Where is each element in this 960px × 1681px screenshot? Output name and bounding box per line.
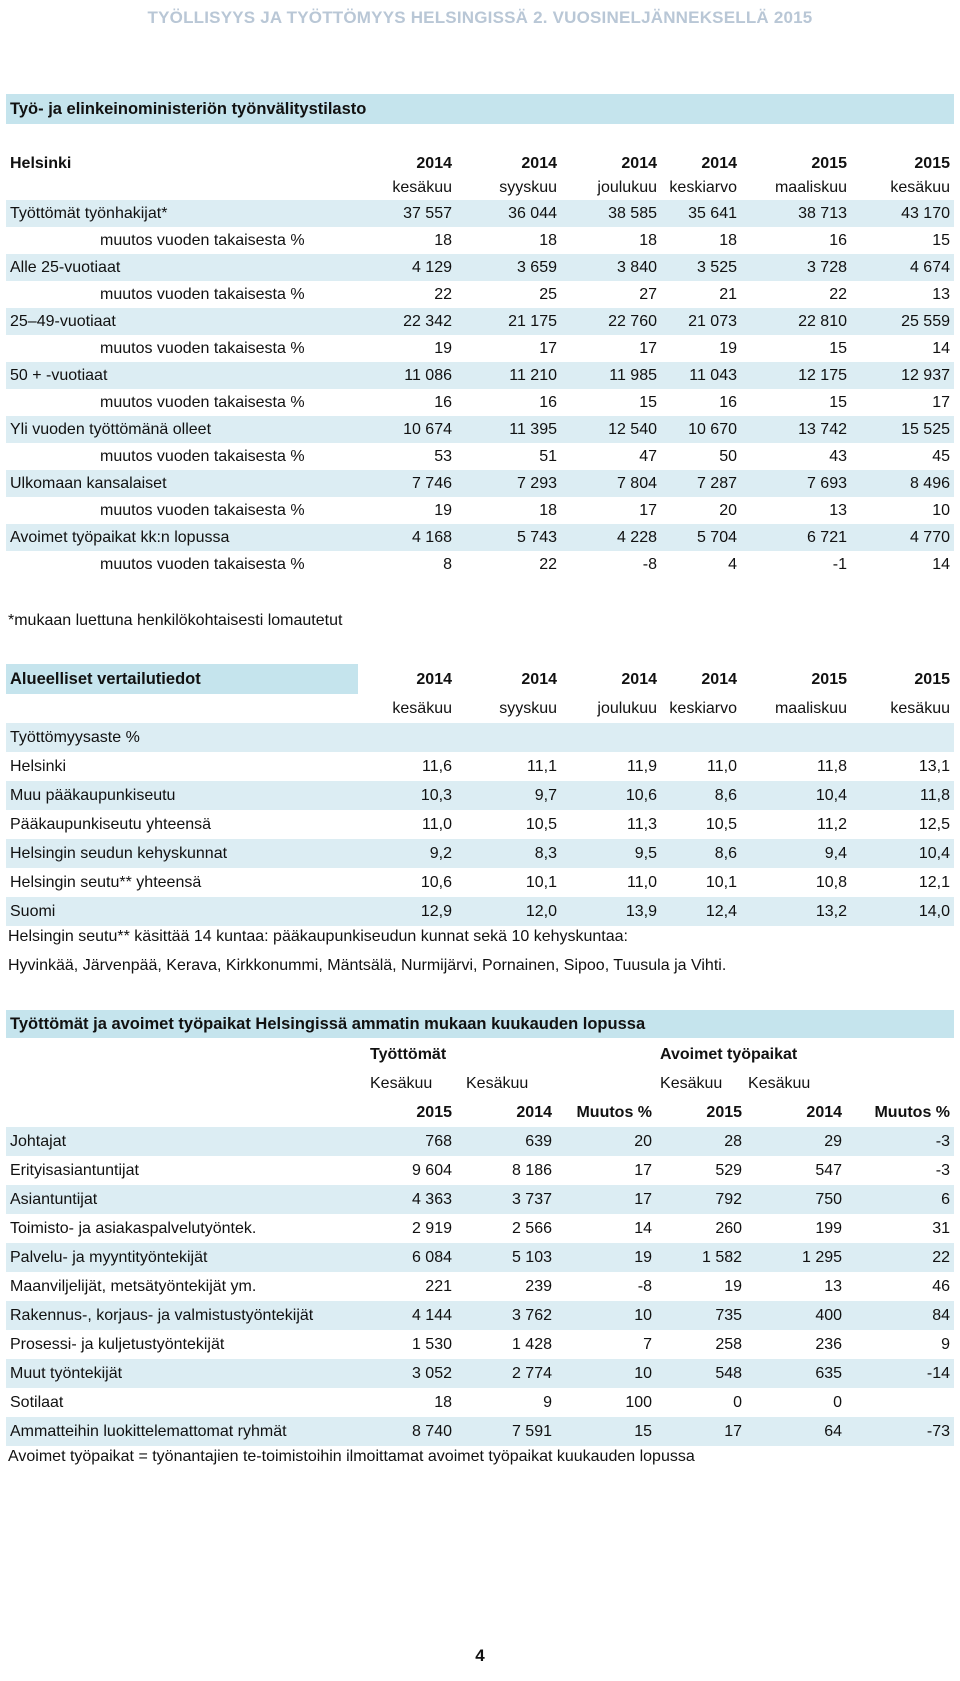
cell-value: 15	[829, 339, 847, 357]
cell-value: 1 295	[746, 1243, 846, 1272]
cell-value: 19	[434, 339, 452, 357]
cell-value: 29	[746, 1127, 846, 1156]
table-row	[6, 810, 954, 839]
year-header: 2014	[701, 671, 737, 688]
cell-value: 6 721	[741, 524, 851, 551]
cell-value: 64	[746, 1417, 846, 1446]
cell-value: 100	[625, 1393, 653, 1411]
table-row	[6, 416, 954, 443]
cell-value: 7	[643, 1335, 653, 1353]
cell-value: 16	[829, 231, 847, 249]
cell-value: 13	[824, 1277, 843, 1295]
cell-value: 6	[846, 1185, 954, 1214]
cell-value: 9	[941, 1335, 951, 1353]
section-1-title: Työ- ja elinkeinoministeriön työnvälitystilasto	[6, 94, 954, 124]
table-row	[6, 897, 954, 926]
row-label: Maanviljelijät, metsätyöntekijät ym.	[10, 1277, 257, 1295]
cell-value: 11 985	[561, 362, 661, 389]
cell-value: 21	[719, 285, 737, 303]
row-label: muutos vuoden takaisesta %	[100, 501, 305, 519]
cell-value: 12 937	[851, 362, 954, 389]
table-row	[6, 1359, 954, 1388]
cell-value: 0	[833, 1393, 843, 1411]
cell-value: 10,4	[851, 839, 954, 868]
cell-value: 13 742	[741, 416, 851, 443]
row-label: Rakennus-, korjaus- ja valmistustyöntekijät	[6, 1301, 356, 1330]
cell-value: 3 762	[456, 1301, 556, 1330]
table-row	[6, 551, 954, 578]
cell-value: 38 585	[561, 200, 661, 227]
year-header: 2014	[416, 155, 452, 172]
cell-value: 2 919	[411, 1219, 452, 1237]
cell-value: 37 557	[356, 200, 456, 227]
vacancies-note: Avoimet työpaikat = työnantajien te-toimistoihin ilmoittamat avoimet työpaikat kuukauden lopussa	[8, 1448, 695, 1465]
cell-value: 17	[634, 1161, 653, 1179]
year-header: 2014	[621, 155, 657, 172]
year-header: 2015	[811, 155, 847, 172]
period-header: keskiarvo	[669, 699, 737, 717]
row-label: Helsingin seudun kehyskunnat	[6, 839, 356, 868]
cell-value: 22	[846, 1243, 954, 1272]
table-row	[6, 308, 954, 335]
row-label: Sotilaat	[10, 1393, 64, 1411]
comparison-table	[6, 666, 954, 926]
cell-value: 22	[829, 285, 847, 303]
cell-value: 19	[434, 501, 452, 519]
cell-value: 11 395	[456, 416, 561, 443]
table-row	[6, 1243, 954, 1272]
cell-value: 8 740	[356, 1417, 456, 1446]
year-header: 2015	[914, 671, 950, 688]
cell-value: 639	[456, 1127, 556, 1156]
year-header: 2014	[621, 671, 657, 688]
cell-value: 11,3	[627, 815, 657, 833]
row-label: muutos vuoden takaisesta %	[100, 339, 305, 357]
row-label: Johtajat	[6, 1127, 356, 1156]
cell-value: 16	[434, 393, 452, 411]
cell-value: 11,0	[422, 815, 452, 833]
period-header: syyskuu	[499, 699, 557, 717]
page-header: TYÖLLISYYS JA TYÖTTÖMYYS HELSINGISSÄ 2. VUOSINELJÄNNEKSELLÄ 2015	[147, 8, 813, 27]
cell-value: 9 604	[411, 1161, 452, 1179]
row-label: Ulkomaan kansalaiset	[6, 470, 356, 497]
cell-value: 4 129	[356, 254, 456, 281]
cell-value: 10	[932, 501, 950, 519]
cell-value: 51	[539, 447, 557, 465]
cell-value: 28	[656, 1127, 746, 1156]
cell-value: 10,5	[525, 815, 557, 833]
cell-value: 36 044	[456, 200, 561, 227]
cell-value: 15	[556, 1417, 656, 1446]
table-row	[6, 1185, 954, 1214]
cell-value: 18	[539, 501, 557, 519]
cell-value: 18	[434, 1393, 452, 1411]
cell-value: 5 743	[456, 524, 561, 551]
cell-value: 10,6	[420, 873, 452, 891]
row-label: 25–49-vuotiaat	[6, 308, 356, 335]
table-row	[6, 752, 954, 781]
cell-value: 221	[425, 1277, 452, 1295]
cell-value: 18	[639, 231, 657, 249]
cell-value: 43 170	[851, 200, 954, 227]
cell-value: 22 342	[356, 308, 456, 335]
cell-value: 13,2	[741, 897, 851, 926]
cell-value: 3 525	[661, 254, 741, 281]
cell-value: 14	[932, 555, 950, 573]
cell-value: 9,4	[741, 839, 851, 868]
year-header: 2015	[914, 155, 950, 172]
period-header: keskiarvo	[669, 179, 737, 196]
cell-value: 8 496	[851, 470, 954, 497]
cell-value: 18	[434, 231, 452, 249]
cell-value: 7 746	[356, 470, 456, 497]
cell-value: 31	[932, 1219, 951, 1237]
table-row	[6, 524, 954, 551]
row-label: Helsinki	[10, 757, 67, 775]
cell-value: 3 728	[741, 254, 851, 281]
cell-value: 18	[719, 231, 737, 249]
footnote: *mukaan luettuna henkilökohtaisesti lomautetut	[8, 612, 343, 629]
table-row	[6, 839, 954, 868]
table-row	[6, 227, 954, 254]
employment-table	[6, 152, 954, 578]
cell-value: 14	[634, 1219, 653, 1237]
row-label: Työttömät työnhakijat*	[6, 200, 356, 227]
cell-value: 9,2	[356, 839, 456, 868]
table-row	[6, 1127, 954, 1156]
cell-value: 11,1	[527, 757, 557, 775]
cell-value: 7 293	[456, 470, 561, 497]
period-header: kesäkuu	[890, 179, 950, 196]
cell-value: 11 210	[456, 362, 561, 389]
row-label: Prosessi- ja kuljetustyöntekijät	[10, 1335, 225, 1353]
year-header: 2014	[521, 155, 557, 172]
cell-value: 19	[719, 339, 737, 357]
cell-value: 0	[733, 1393, 743, 1411]
cell-value: 5 103	[456, 1243, 556, 1272]
cell-value: -8	[637, 1277, 653, 1295]
cell-value: 4 228	[561, 524, 661, 551]
cell-value: 13	[829, 501, 847, 519]
cell-value: 17	[656, 1417, 746, 1446]
cell-value: 3 737	[456, 1185, 556, 1214]
table-row	[6, 1388, 954, 1417]
cell-value: 9,7	[456, 781, 561, 810]
cell-value: 20	[556, 1127, 656, 1156]
cell-value: 4 674	[851, 254, 954, 281]
cell-value: 12,5	[918, 815, 950, 833]
cell-value: 10,1	[525, 873, 557, 891]
cell-value: 3 840	[561, 254, 661, 281]
month-header: Kesäkuu	[748, 1074, 811, 1092]
period-header: joulukuu	[597, 179, 657, 196]
cell-value: 8	[443, 555, 452, 573]
table-row	[6, 254, 954, 281]
year-header: 2015	[706, 1103, 743, 1121]
period-header: joulukuu	[597, 699, 657, 717]
region-note: Helsingin seutu** käsittää 14 kuntaa: pääkaupunkiseudun kunnat sekä 10 kehyskuntaa:	[8, 928, 628, 945]
month-header: Kesäkuu	[370, 1074, 433, 1092]
year-header: 2015	[811, 671, 847, 688]
cell-value: 14,0	[851, 897, 954, 926]
cell-value: 768	[356, 1127, 456, 1156]
unemployed-group-header: Työttömät	[370, 1045, 447, 1063]
cell-value: 11,9	[627, 757, 657, 775]
cell-value: 239	[525, 1277, 552, 1295]
cell-value: 47	[639, 447, 657, 465]
cell-value: 4 144	[356, 1301, 456, 1330]
cell-value: 11,0	[707, 757, 737, 775]
cell-value: 4 168	[356, 524, 456, 551]
cell-value: 15	[932, 231, 950, 249]
period-header: syyskuu	[499, 179, 557, 196]
cell-value: 13,9	[561, 897, 661, 926]
cell-value: 9	[543, 1393, 552, 1411]
cell-value: 547	[815, 1161, 843, 1179]
period-header: kesäkuu	[392, 699, 452, 717]
cell-value: 7 804	[561, 470, 661, 497]
cell-value: 46	[932, 1277, 951, 1295]
row-label: Suomi	[6, 897, 356, 926]
cell-value: 4 770	[851, 524, 954, 551]
cell-value: 4	[728, 555, 737, 573]
cell-value: 260	[715, 1219, 743, 1237]
cell-value: 7 287	[661, 470, 741, 497]
period-header: kesäkuu	[890, 699, 950, 717]
cell-value: -1	[832, 555, 847, 573]
row-label: muutos vuoden takaisesta %	[100, 393, 305, 411]
cell-value: 11,8	[817, 757, 847, 775]
row-label: Asiantuntijat	[6, 1185, 356, 1214]
period-header: kesäkuu	[392, 179, 452, 196]
cell-value: 10 670	[661, 416, 741, 443]
cell-value: 7 693	[741, 470, 851, 497]
cell-value: 11,0	[627, 873, 657, 891]
cell-value	[846, 1388, 954, 1417]
cell-value: 12,1	[918, 873, 950, 891]
table-row	[6, 335, 954, 362]
cell-value: 21 073	[661, 308, 741, 335]
cell-value: -73	[846, 1417, 954, 1446]
month-header: Kesäkuu	[466, 1074, 529, 1092]
table-row	[6, 1301, 954, 1330]
cell-value: 13,1	[918, 757, 950, 775]
row-label: Ammatteihin luokittelemattomat ryhmät	[6, 1417, 356, 1446]
cell-value: 11,8	[851, 781, 954, 810]
cell-value: 50	[719, 447, 737, 465]
row-label: Helsingin seutu** yhteensä	[10, 873, 202, 891]
cell-value: 84	[846, 1301, 954, 1330]
cell-value: 17	[639, 501, 657, 519]
cell-value: 400	[746, 1301, 846, 1330]
cell-value: 19	[724, 1277, 743, 1295]
cell-value: 14	[932, 339, 950, 357]
table-row	[6, 1417, 954, 1446]
cell-value: -8	[642, 555, 657, 573]
cell-value: 10	[556, 1301, 656, 1330]
cell-value: 12,9	[356, 897, 456, 926]
row-label: Palvelu- ja myyntityöntekijät	[6, 1243, 356, 1272]
cell-value: 17	[932, 393, 950, 411]
section-3-title: Työttömät ja avoimet työpaikat Helsingissä ammatin mukaan kuukauden lopussa	[6, 1010, 954, 1038]
cell-value: 8,3	[456, 839, 561, 868]
table-row	[6, 389, 954, 416]
cell-value: 15	[639, 393, 657, 411]
section-2-title: Alueelliset vertailutiedot	[10, 670, 201, 688]
table-row	[6, 281, 954, 308]
cell-value: 17	[556, 1185, 656, 1214]
period-header: maaliskuu	[774, 179, 847, 196]
cell-value: 10,8	[815, 873, 847, 891]
cell-value: 11,2	[817, 815, 847, 833]
row-label: muutos vuoden takaisesta %	[100, 555, 305, 573]
cell-value: 635	[746, 1359, 846, 1388]
row-label: Erityisasiantuntijat	[10, 1161, 139, 1179]
year-header: 2014	[516, 1103, 552, 1121]
year-header: 2014	[701, 155, 737, 172]
cell-value: 25	[539, 285, 557, 303]
table-row	[6, 868, 954, 897]
table-row	[6, 1156, 954, 1185]
row-label: muutos vuoden takaisesta %	[100, 285, 305, 303]
table-row	[6, 1330, 954, 1359]
table-row	[6, 1272, 954, 1301]
cell-value: 8 186	[511, 1161, 552, 1179]
row-label: Avoimet työpaikat kk:n lopussa	[6, 524, 356, 551]
cell-value: 17	[539, 339, 557, 357]
cell-value: 8,6	[661, 781, 741, 810]
municipalities-note: Hyvinkää, Järvenpää, Kerava, Kirkkonummi, Mäntsälä, Nurmijärvi, Pornainen, Sipoo, Tuusula ja Vihti.	[8, 957, 727, 974]
cell-value: -14	[846, 1359, 954, 1388]
cell-value: 10,5	[705, 815, 737, 833]
region-label: Helsinki	[10, 155, 72, 172]
cell-value: 5 704	[661, 524, 741, 551]
row-label: muutos vuoden takaisesta %	[100, 447, 305, 465]
cell-value: 20	[719, 501, 737, 519]
cell-value: 4 363	[356, 1185, 456, 1214]
cell-value: 19	[556, 1243, 656, 1272]
row-label: Muu pääkaupunkiseutu	[6, 781, 356, 810]
row-label: Muut työntekijät	[6, 1359, 356, 1388]
cell-value: 1 530	[411, 1335, 452, 1353]
cell-value: 53	[434, 447, 452, 465]
cell-value: 8,6	[661, 839, 741, 868]
rate-subheading: Työttömyysaste %	[6, 723, 954, 752]
cell-value: 7 591	[456, 1417, 556, 1446]
cell-value: 1 582	[656, 1243, 746, 1272]
cell-value: 12 540	[561, 416, 661, 443]
cell-value: 12 175	[741, 362, 851, 389]
cell-value: 11 086	[356, 362, 456, 389]
row-label: 50 + -vuotiaat	[6, 362, 356, 389]
change-header: Muutos %	[576, 1103, 653, 1121]
row-label: muutos vuoden takaisesta %	[100, 231, 305, 249]
cell-value: 1 428	[511, 1335, 552, 1353]
cell-value: 11 043	[661, 362, 741, 389]
change-header: Muutos %	[874, 1103, 951, 1121]
month-header: Kesäkuu	[660, 1074, 723, 1092]
cell-value: 10,3	[356, 781, 456, 810]
cell-value: 529	[715, 1161, 743, 1179]
cell-value: 17	[639, 339, 657, 357]
cell-value: 16	[719, 393, 737, 411]
cell-value: 22	[539, 555, 557, 573]
cell-value: 12,0	[456, 897, 561, 926]
table-row	[6, 443, 954, 470]
page-number: 4	[475, 1646, 485, 1665]
cell-value: 45	[932, 447, 950, 465]
cell-value: 6 084	[356, 1243, 456, 1272]
cell-value: 11,6	[422, 757, 452, 775]
cell-value: 25 559	[851, 308, 954, 335]
row-label: Toimisto- ja asiakaspalvelutyöntek.	[10, 1219, 257, 1237]
table-row	[6, 362, 954, 389]
cell-value: 38 713	[741, 200, 851, 227]
cell-value: 750	[746, 1185, 846, 1214]
cell-value: 21 175	[456, 308, 561, 335]
period-header: maaliskuu	[774, 699, 847, 717]
cell-value: 43	[829, 447, 847, 465]
cell-value: 22 760	[561, 308, 661, 335]
cell-value: 9,5	[561, 839, 661, 868]
cell-value: 22	[434, 285, 452, 303]
table-row	[6, 781, 954, 810]
cell-value: 548	[656, 1359, 746, 1388]
cell-value: 10,1	[705, 873, 737, 891]
cell-value: 258	[715, 1335, 743, 1353]
cell-value: 3 052	[356, 1359, 456, 1388]
cell-value: 18	[539, 231, 557, 249]
cell-value: 199	[815, 1219, 843, 1237]
cell-value: 16	[539, 393, 557, 411]
table-row	[6, 470, 954, 497]
row-label: Alle 25-vuotiaat	[6, 254, 356, 281]
cell-value: 15	[829, 393, 847, 411]
cell-value: 3 659	[456, 254, 561, 281]
cell-value: 13	[932, 285, 950, 303]
year-header: 2014	[806, 1103, 843, 1121]
year-header: 2014	[521, 671, 557, 688]
cell-value: 735	[656, 1301, 746, 1330]
cell-value: 12,4	[661, 897, 741, 926]
row-label: Pääkaupunkiseutu yhteensä	[10, 815, 212, 833]
occupation-table	[6, 1040, 954, 1446]
cell-value: 792	[656, 1185, 746, 1214]
table-row	[6, 200, 954, 227]
cell-value: 10 674	[356, 416, 456, 443]
cell-value: 236	[815, 1335, 843, 1353]
cell-value: 10	[556, 1359, 656, 1388]
cell-value: 10,4	[741, 781, 851, 810]
year-header: 2014	[416, 671, 452, 688]
cell-value: 27	[639, 285, 657, 303]
cell-value: -3	[846, 1127, 954, 1156]
cell-value: 22 810	[741, 308, 851, 335]
cell-value: 35 641	[661, 200, 741, 227]
cell-value: 15 525	[851, 416, 954, 443]
cell-value: 10,6	[561, 781, 661, 810]
vacancies-group-header: Avoimet työpaikat	[660, 1045, 798, 1063]
row-label: Yli vuoden työttömänä olleet	[6, 416, 356, 443]
table-row	[6, 1214, 954, 1243]
cell-value: 2 774	[456, 1359, 556, 1388]
table-row	[6, 497, 954, 524]
cell-value: 2 566	[511, 1219, 552, 1237]
year-header: 2015	[416, 1103, 452, 1121]
cell-value: -3	[935, 1161, 951, 1179]
